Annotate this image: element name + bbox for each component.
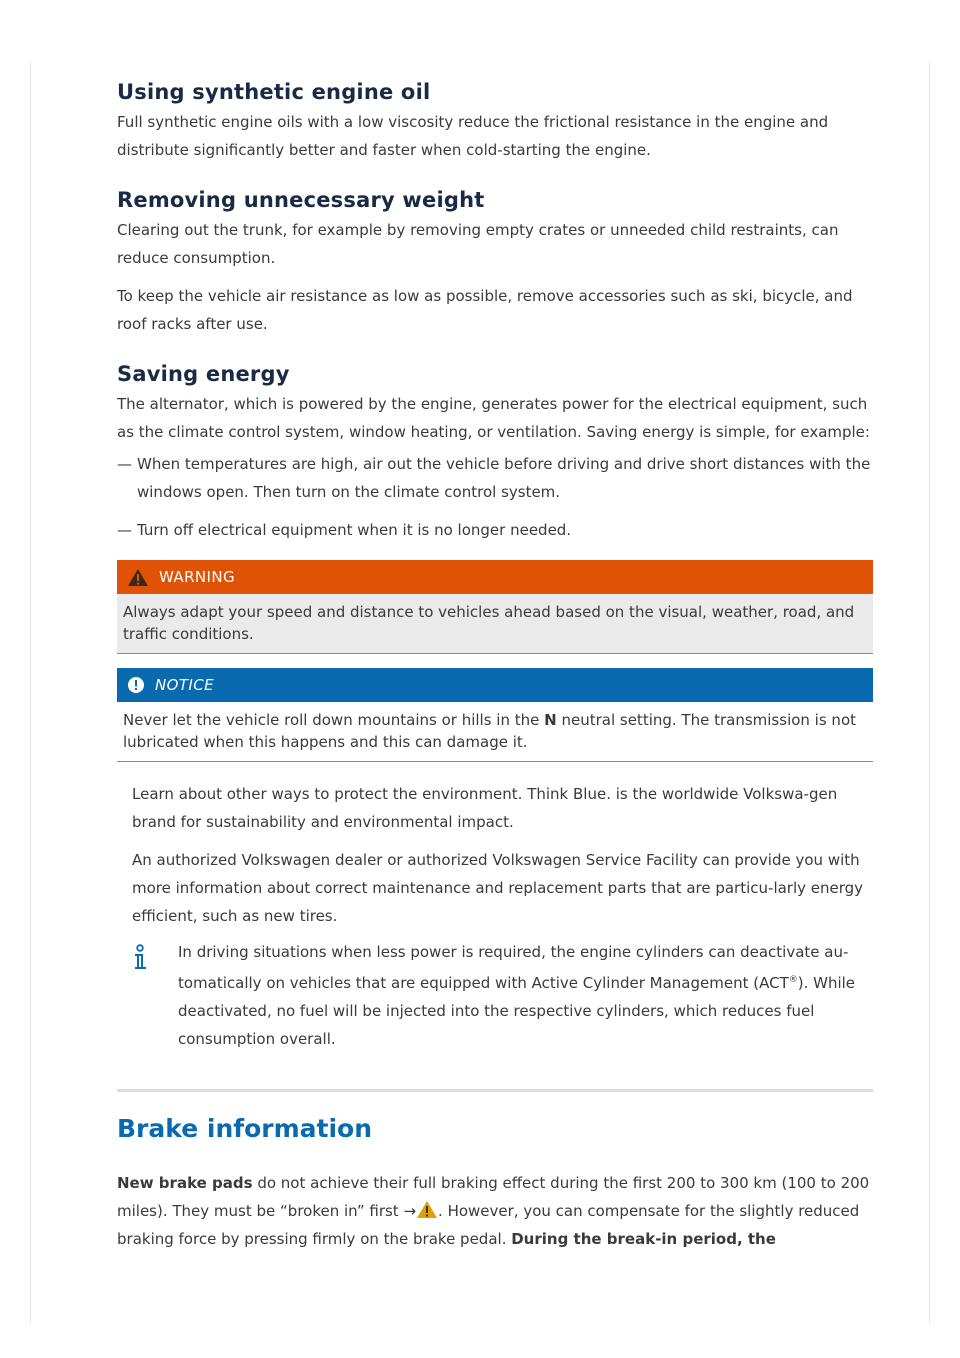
- registered-mark: ®: [788, 975, 798, 985]
- heading-weight: Removing unnecessary weight: [117, 188, 485, 212]
- environment-text-2: An authorized Volkswagen dealer or authorized Volkswagen Service Facility can provide you with more information about correct maintenance and replacement parts that are particu-larly energy efficient, such as new tires.: [132, 851, 864, 925]
- tip-text-after: ). While deactivated, no fuel will be injected into the respective cylinders, which reduces fuel consumption overall.: [178, 974, 856, 1048]
- brake-text-2: . However, you can compensate for the slightly reduced braking force by pressing firmly on the brake pedal.: [117, 1202, 860, 1248]
- tip-box: [117, 938, 873, 1053]
- environment-info: [117, 780, 873, 930]
- tip-text-before: In driving situations when less power is required, the engine cylinders can deactivate au-tomatically on vehicles that are equipped with Active Cylinder Management (ACT: [178, 943, 849, 992]
- heading-synthetic-oil: Using synthetic engine oil: [117, 80, 431, 104]
- right-margin-line: [929, 62, 930, 1324]
- left-margin-line: [30, 62, 31, 1324]
- warning-triangle-icon: [127, 568, 149, 587]
- warning-text: Always adapt your speed and distance to vehicles ahead based on the visual, weather, road, and traffic conditions.: [117, 594, 873, 654]
- notice-text-after: neutral setting. The transmission is not lubricated when this happens and this can damage it.: [123, 711, 856, 751]
- notice-text-before: Never let the vehicle roll down mountains or hills in the: [123, 711, 545, 729]
- page-content: [117, 80, 873, 1253]
- warning-reference-icon[interactable]: [416, 1200, 438, 1219]
- section-divider: [117, 1089, 873, 1092]
- brake-text: [117, 1169, 873, 1253]
- brake-bold-new-pads: New brake pads: [117, 1174, 253, 1192]
- synthetic-oil-text: Full synthetic engine oils with a low viscosity reduce the frictional resistance in the engine and distribute significantly better and faster when cold-starting the engine.: [117, 113, 829, 159]
- energy-list: [117, 450, 873, 544]
- dash-bullet: —: [117, 521, 132, 539]
- warning-label: WARNING: [159, 568, 235, 586]
- heading-energy: Saving energy: [117, 362, 290, 386]
- brake-text-1: do not achieve their full braking effect during the first 200 to 300 km (100 to 200 miles). They must be “broken in” first: [117, 1174, 870, 1220]
- weight-text-1: Clearing out the trunk, for example by removing empty crates or unneeded child restraints, can reduce consumption.: [117, 221, 839, 267]
- notice-header: [117, 668, 873, 702]
- list-item: [117, 450, 873, 506]
- section-energy: [117, 362, 873, 544]
- exclamation-circle-icon: [127, 676, 145, 694]
- weight-text-2: To keep the vehicle air resistance as low as possible, remove accessories such as ski, bicycle, and roof racks after use.: [117, 287, 853, 333]
- heading-brake-information: Brake information: [117, 1114, 373, 1143]
- energy-intro: The alternator, which is powered by the engine, generates power for the electrical equipment, such as the climate control system, window heating, or ventilation. Saving energy is simple, for example:: [117, 395, 870, 441]
- section-weight: [117, 188, 873, 338]
- notice-body: [117, 702, 873, 762]
- section-synthetic-oil: [117, 80, 873, 164]
- brake-bold-break-in: During the break-in period, the: [511, 1230, 776, 1248]
- tip-text: [178, 938, 873, 1053]
- dash-bullet: —: [117, 455, 132, 473]
- arrow-icon: →: [403, 1202, 417, 1220]
- list-item-text: Turn off electrical equipment when it is no longer needed.: [137, 521, 572, 539]
- notice-neutral-n: N: [544, 711, 557, 729]
- list-item-text: When temperatures are high, air out the vehicle before driving and drive short distances with the windows open. Then turn on the climate control system.: [137, 455, 871, 501]
- tip-icon: [132, 938, 178, 1053]
- list-item: [117, 516, 873, 544]
- notice-label: NOTICE: [155, 676, 214, 694]
- warning-header: [117, 560, 873, 594]
- notice-box: [117, 668, 873, 762]
- warning-box: [117, 560, 873, 654]
- environment-text-1: Learn about other ways to protect the environment. Think Blue. is the worldwide Volkswa-gen brand for sustainability and environmental impact.: [132, 785, 838, 831]
